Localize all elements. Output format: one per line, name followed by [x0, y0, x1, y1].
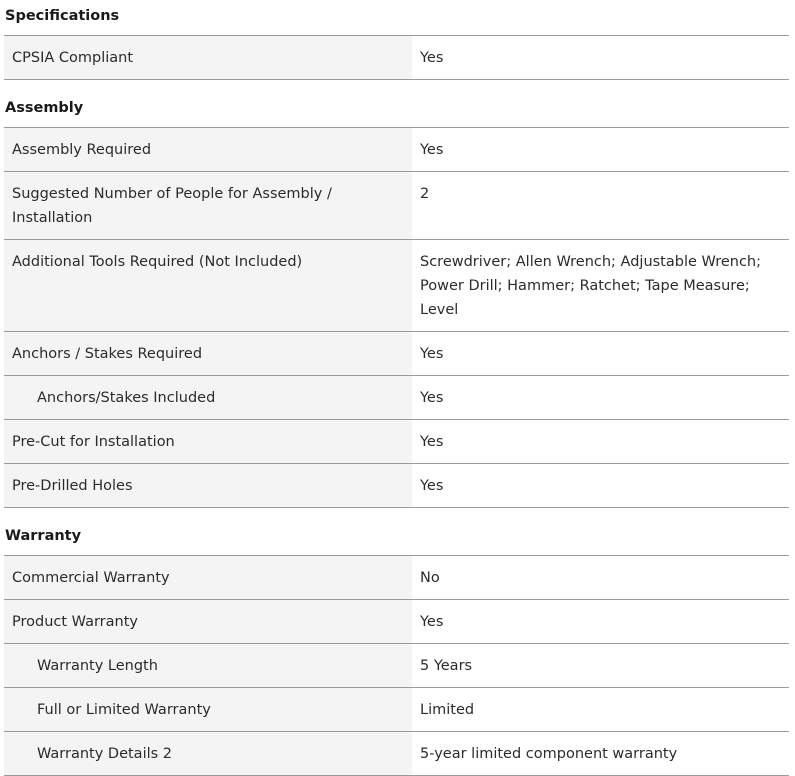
- spec-value: Screwdriver; Allen Wrench; Adjustable Wrench; Power Drill; Hammer; Ratchet; Tape Measure; Level: [412, 240, 789, 332]
- spec-value: 2: [412, 172, 789, 240]
- spec-value: 5-year limited component warranty: [412, 732, 789, 776]
- table-row: [4, 376, 789, 420]
- table-row: [4, 732, 789, 776]
- spec-value: Yes: [412, 128, 789, 172]
- spec-label: Anchors/Stakes Included: [4, 376, 412, 420]
- table-row: [4, 420, 789, 464]
- table-row: [4, 556, 789, 600]
- spec-label: Suggested Number of People for Assembly / Installation: [4, 172, 412, 240]
- table-row: [4, 332, 789, 376]
- spec-value: Yes: [412, 420, 789, 464]
- spec-label: Anchors / Stakes Required: [4, 332, 412, 376]
- spec-value: 5 Years: [412, 644, 789, 688]
- spec-value: Yes: [412, 376, 789, 420]
- spec-label: Full or Limited Warranty: [4, 688, 412, 732]
- table-row: [4, 644, 789, 688]
- section-title-specifications: Specifications: [5, 8, 120, 24]
- section-title-warranty: Warranty: [5, 528, 82, 544]
- spec-value: Yes: [412, 36, 789, 80]
- section-title-assembly: Assembly: [5, 100, 84, 116]
- warranty-table: [4, 555, 789, 776]
- spec-label: CPSIA Compliant: [4, 36, 412, 80]
- table-row: [4, 688, 789, 732]
- table-row: [4, 128, 789, 172]
- spec-value: Limited: [412, 688, 789, 732]
- spec-value: Yes: [412, 464, 789, 508]
- spec-label: Commercial Warranty: [4, 556, 412, 600]
- table-row: [4, 240, 789, 332]
- specifications-table: [4, 35, 789, 80]
- table-row: [4, 464, 789, 508]
- spec-label: Pre-Cut for Installation: [4, 420, 412, 464]
- specifications-page: [0, 6, 795, 776]
- spec-label: Additional Tools Required (Not Included): [4, 240, 412, 332]
- spec-value: Yes: [412, 600, 789, 644]
- spec-label: Pre-Drilled Holes: [4, 464, 412, 508]
- table-row: [4, 36, 789, 80]
- spec-label: Warranty Length: [4, 644, 412, 688]
- table-row: [4, 600, 789, 644]
- spec-label: Warranty Details 2: [4, 732, 412, 776]
- spec-label: Product Warranty: [4, 600, 412, 644]
- spec-value: Yes: [412, 332, 789, 376]
- spec-value: No: [412, 556, 789, 600]
- assembly-table: [4, 127, 789, 508]
- table-row: [4, 172, 789, 240]
- spec-label: Assembly Required: [4, 128, 412, 172]
